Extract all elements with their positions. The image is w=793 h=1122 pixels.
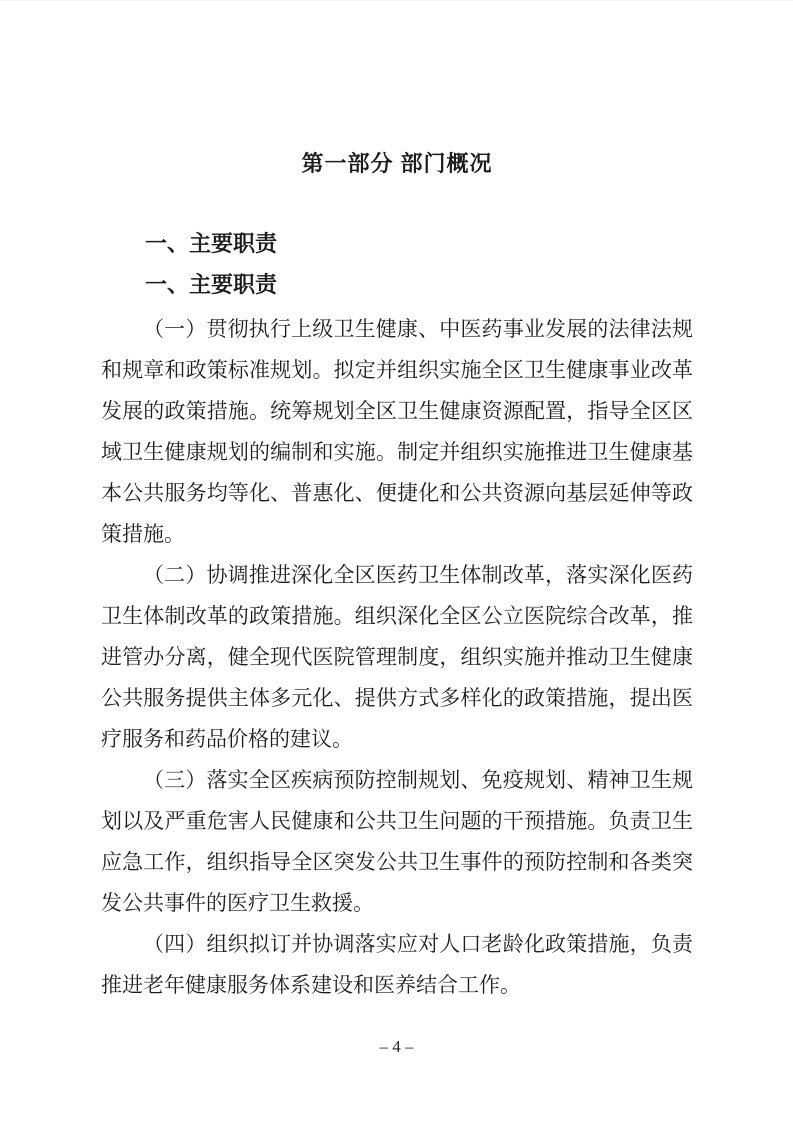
subsection-heading: 一、主要职责 — [145, 272, 278, 297]
section-heading: 一、主要职责 — [145, 231, 278, 256]
page-number: – 4 – — [379, 1037, 414, 1056]
paragraph-duty-1: （一）贯彻执行上级卫生健康、中医药事业发展的法律法规和规章和政策标准规划。拟定并组织实施全区卫生健康事业改革发展的政策措施。统筹规划全区卫生健康资源配置，指导全区区域卫生健康规划的编制和实施。制定并组织实施推进卫生健康基本公共服务均等化、普惠化、便捷化和公共资源向基层延伸等政策措施。 — [101, 317, 693, 546]
page-title: 第一部分 部门概况 — [301, 151, 493, 176]
paragraph-block — [101, 309, 693, 1006]
paragraph-duty-3: （三）落实全区疾病预防控制规划、免疫规划、精神卫生规划以及严重危害人民健康和公共卫生问题的干预措施。负责卫生应急工作，组织指导全区突发公共卫生事件的预防控制和各类突发公共事件的医疗卫生救援。 — [101, 768, 693, 915]
document-body — [101, 143, 693, 1006]
paragraph-duty-4: （四）组织拟订并协调落实应对人口老龄化政策措施，负责推进老年健康服务体系建设和医养结合工作。 — [101, 932, 693, 997]
paragraph-duty-2: （二）协调推进深化全区医药卫生体制改革，落实深化医药卫生体制改革的政策措施。组织深化全区公立医院综合改革，推进管办分离，健全现代医院管理制度，组织实施并推动卫生健康公共服务提供主体多元化、提供方式多样化的政策措施，提出医疗服务和药品价格的建议。 — [101, 563, 693, 751]
